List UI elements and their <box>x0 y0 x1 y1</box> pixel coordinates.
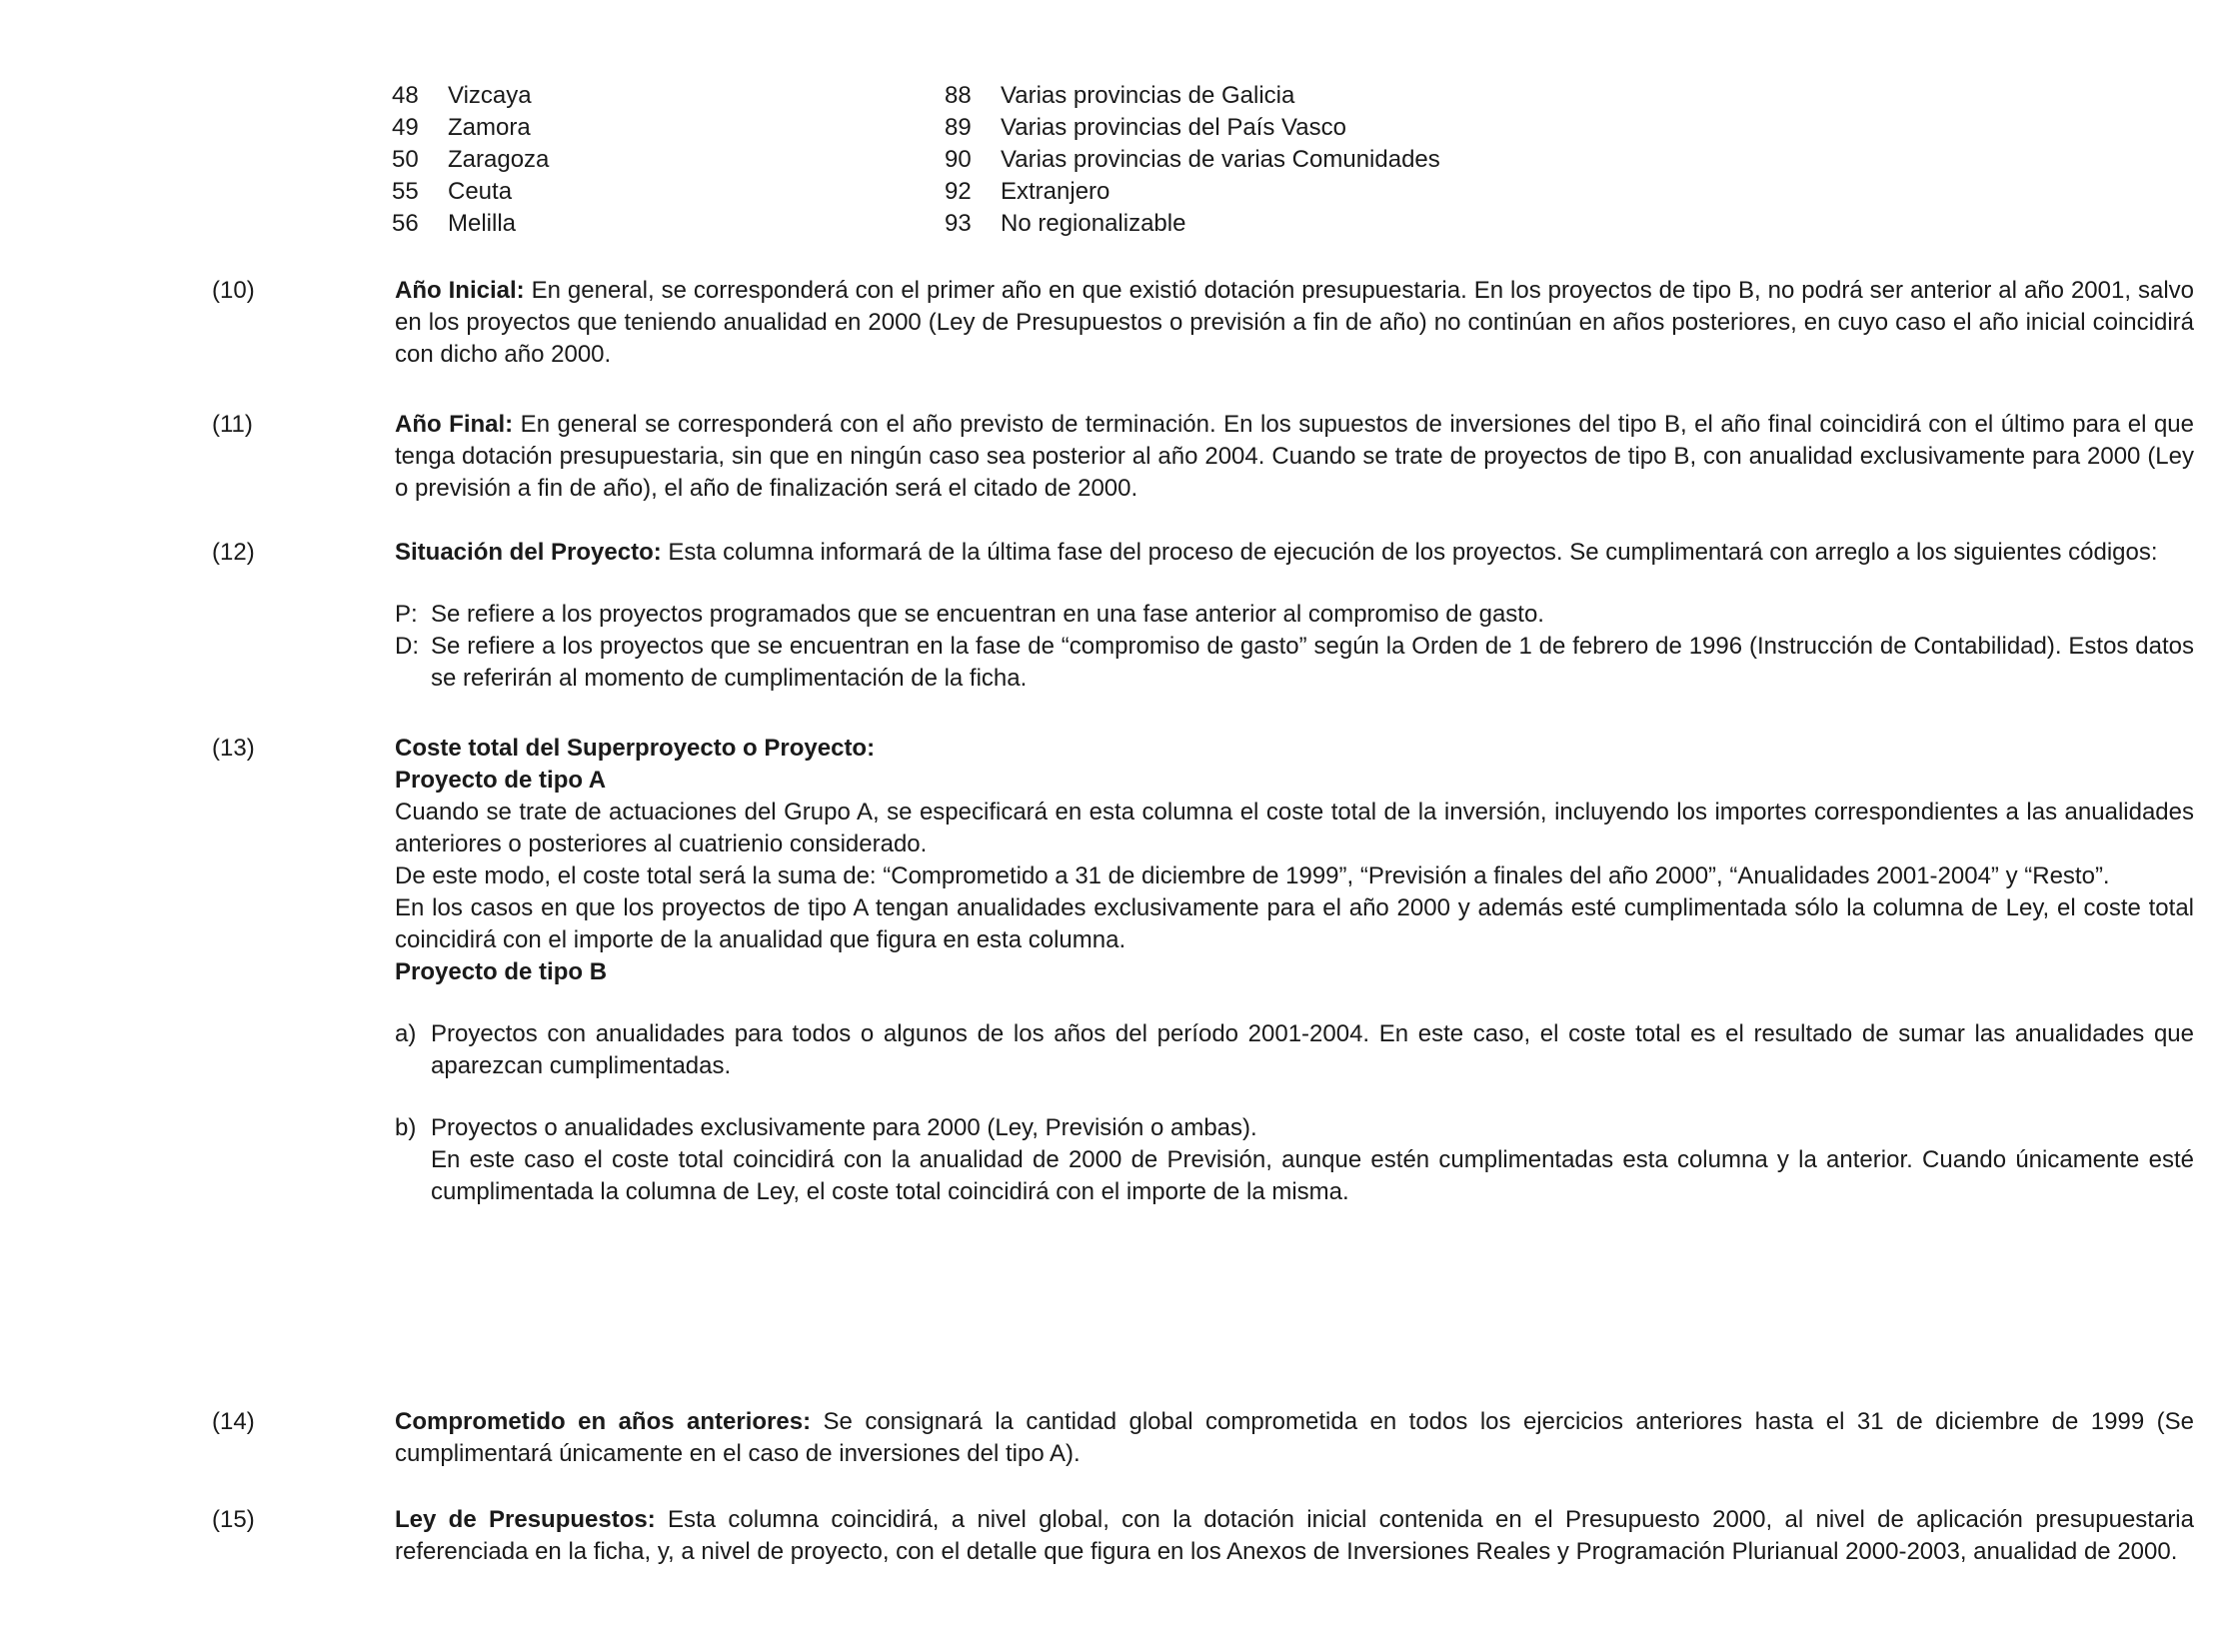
item-text-continued: En este caso el coste total coincidirá con la anualidad de 2000 de Previsión, aunque estén cumplimentadas esta columna y la anterior. Cuando únicamente esté cumplimentada la columna de Ley, el coste total coincidirá con el importe de la misma. <box>431 1146 2194 1205</box>
list-item <box>945 208 1440 240</box>
status-code-list <box>395 599 2194 695</box>
province-name: Zamora <box>448 114 531 141</box>
note-title: Situación del Proyecto: <box>395 539 662 566</box>
list-item <box>395 1112 2194 1208</box>
note-number: (14) <box>212 1408 255 1435</box>
item-text: Proyectos con anualidades para todos o algunos de los años del período 2001-2004. En este caso, el coste total es el resultado de sumar las anualidades que aparezcan cumplimentadas. <box>431 1020 2194 1079</box>
province-code: 49 <box>392 114 419 141</box>
status-code-label: D: <box>395 633 419 660</box>
province-codes-right <box>945 80 1440 240</box>
note-text: Esta columna informará de la última fase del proceso de ejecución de los proyectos. Se cumplimentará con arreglo a los siguientes códigos: <box>661 539 2158 566</box>
province-code: 90 <box>945 146 972 173</box>
list-item <box>392 176 549 208</box>
note-title: Comprometido en años anteriores: <box>395 1408 812 1435</box>
type-b-heading: Proyecto de tipo B <box>395 958 608 985</box>
note-body <box>395 275 2194 371</box>
note-title: Año Inicial: <box>395 277 525 304</box>
list-item <box>392 112 549 144</box>
province-name: Ceuta <box>448 178 513 205</box>
province-name: Varias provincias de Galicia <box>1001 82 1295 109</box>
province-name: Zaragoza <box>448 146 550 173</box>
list-item <box>395 631 2194 695</box>
status-code-text: Se refiere a los proyectos programados que se encuentran en una fase anterior al compromiso de gasto. <box>431 601 1544 628</box>
note-number: (13) <box>212 735 255 762</box>
list-item <box>395 599 2194 631</box>
list-item <box>945 80 1440 112</box>
list-item <box>945 176 1440 208</box>
note-title: Coste total del Superproyecto o Proyecto: <box>395 735 876 762</box>
note-number: (15) <box>212 1506 255 1533</box>
note-number: (11) <box>212 411 253 438</box>
note-body <box>395 1504 2194 1568</box>
note-text: Esta columna coincidirá, a nivel global, con la dotación inicial contenida en el Presupuesto 2000, al nivel de aplicación presupuestaria referenciada en la ficha, y, a nivel de proyecto, con el detalle que figura en los Anexos de Inversiones Reales y Programación Plurianual 2000-2003, anualidad de 2000. <box>395 1506 2194 1565</box>
item-label: b) <box>395 1114 417 1141</box>
list-item <box>392 80 549 112</box>
province-name: Vizcaya <box>448 82 532 109</box>
province-name: Varias provincias de varias Comunidades <box>1001 146 1440 173</box>
province-name: No regionalizable <box>1001 210 1186 237</box>
note-body <box>395 1406 2194 1470</box>
province-code: 55 <box>392 178 419 205</box>
type-a-paragraph-3: En los casos en que los proyectos de tipo A tengan anualidades exclusivamente para el año 2000 y además esté cumplimentada sólo la columna de Ley, el coste total coincidirá con el importe de la anualidad que figura en esta columna. <box>395 894 2194 953</box>
list-item <box>945 144 1440 176</box>
province-code: 48 <box>392 82 419 109</box>
item-body <box>431 1112 2194 1208</box>
status-code-text: Se refiere a los proyectos que se encuentran en la fase de “compromiso de gasto” según la Orden de 1 de febrero de 1996 (Instrucción de Contabilidad). Estos datos se referirán al momento de cumplimentación de la ficha. <box>431 633 2194 692</box>
item-text: Proyectos o anualidades exclusivamente para 2000 (Ley, Previsión o ambas). <box>431 1114 1257 1141</box>
status-code-label: P: <box>395 601 418 628</box>
note-text: Se consignará la cantidad global comprometida en todos los ejercicios anteriores hasta el 31 de diciembre de 1999 (Se cumplimentará únicamente en el caso de inversiones del tipo A). <box>395 1408 2194 1467</box>
province-code: 93 <box>945 210 972 237</box>
province-code: 92 <box>945 178 972 205</box>
note-text: En general se corresponderá con el año previsto de terminación. En los supuestos de inversiones del tipo B, el año final coincidirá con el último para el que tenga dotación presupuestaria, sin que en ningún caso sea posterior al año 2004. Cuando se trate de proyectos de tipo B, con anualidad exclusivamente para 2000 (Ley o previsión a fin de año), el año de finalización será el citado de 2000. <box>395 411 2194 502</box>
note-number: (12) <box>212 539 255 566</box>
type-a-paragraph-1: Cuando se trate de actuaciones del Grupo A, se especificará en esta columna el coste total de la inversión, incluyendo los importes correspondientes a las anualidades anteriores o posteriores al cuatrienio considerado. <box>395 799 2194 857</box>
province-name: Melilla <box>448 210 517 237</box>
province-code: 89 <box>945 114 972 141</box>
item-label: a) <box>395 1020 417 1047</box>
list-item <box>392 208 549 240</box>
list-item <box>945 112 1440 144</box>
note-title: Año Final: <box>395 411 514 438</box>
type-a-paragraph-2: De este modo, el coste total será la suma de: “Comprometido a 31 de diciembre de 1999”, “Previsión a finales del año 2000”, “Anualidades 2001-2004” y “Resto”. <box>395 862 2110 889</box>
list-item <box>392 144 549 176</box>
province-codes-left <box>392 80 549 240</box>
province-code: 50 <box>392 146 419 173</box>
note-body <box>395 733 2194 1208</box>
note-text: En general, se corresponderá con el primer año en que existió dotación presupuestaria. En los proyectos de tipo B, no podrá ser anterior al año 2001, salvo en los proyectos que teniendo anualidad en 2000 (Ley de Presupuestos o previsión a fin de año) no continúan en años posteriores, en cuyo caso el año inicial coincidirá con dicho año 2000. <box>395 277 2194 368</box>
province-name: Varias provincias del País Vasco <box>1001 114 1346 141</box>
note-body <box>395 409 2194 505</box>
note-body <box>395 537 2194 695</box>
list-item <box>395 1018 2194 1082</box>
note-title: Ley de Presupuestos: <box>395 1506 656 1533</box>
province-name: Extranjero <box>1001 178 1110 205</box>
province-code: 88 <box>945 82 972 109</box>
note-number: (10) <box>212 277 255 304</box>
province-code: 56 <box>392 210 419 237</box>
type-a-heading: Proyecto de tipo A <box>395 767 607 794</box>
